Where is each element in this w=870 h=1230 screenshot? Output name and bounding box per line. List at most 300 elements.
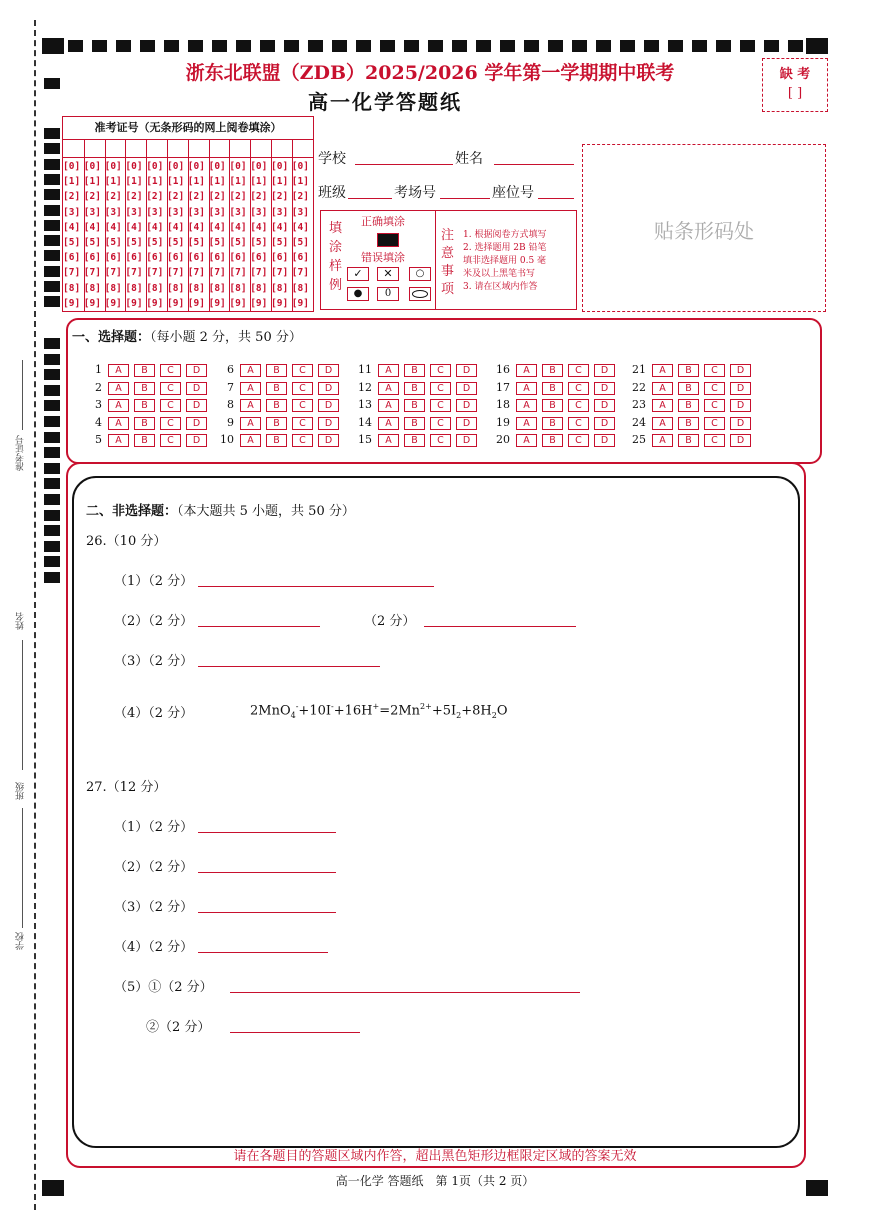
ticket-column [292, 139, 313, 311]
ticket-digit-bubble[interactable]: [6] [271, 252, 289, 264]
ticket-digit-bubble[interactable]: [6] [104, 252, 122, 264]
mc-option-a[interactable]: A [240, 417, 261, 430]
ticket-digit-bubble[interactable]: [5] [208, 237, 226, 248]
ticket-digit-bubble[interactable]: [5] [167, 237, 185, 248]
mc-option-c[interactable]: C [160, 364, 181, 377]
mc-question-number: 8 [227, 398, 234, 411]
ticket-digit-bubble[interactable]: [2] [125, 191, 143, 203]
mc-option-d[interactable]: D [730, 382, 751, 395]
correct-fill-example [377, 233, 399, 247]
ticket-digit-bubble[interactable]: [7] [125, 267, 143, 279]
mc-option-b[interactable]: B [542, 382, 563, 395]
mc-option-a[interactable]: A [240, 399, 261, 412]
mc-option-a[interactable]: A [516, 382, 537, 395]
ticket-digit-bubble[interactable]: [3] [271, 206, 289, 218]
mc-option-c[interactable]: C [160, 399, 181, 412]
corner-mark-top-right [806, 38, 828, 54]
ticket-digit-bubble[interactable]: [2] [104, 191, 122, 203]
ticket-digit-bubble[interactable]: [4] [104, 221, 122, 233]
ticket-digit-bubble[interactable]: [3] [104, 206, 122, 218]
ticket-digit-bubble[interactable]: [7] [208, 267, 226, 279]
mc-option-c[interactable]: C [292, 434, 313, 447]
ticket-digit-bubble[interactable]: [7] [167, 267, 185, 279]
mc-option-b[interactable]: B [266, 382, 287, 395]
mc-option-d[interactable]: D [186, 364, 207, 377]
mc-option-b[interactable]: B [404, 382, 425, 395]
ticket-digit-bubble[interactable]: [4] [250, 221, 268, 233]
timing-mark [44, 572, 60, 583]
mc-option-a[interactable]: A [378, 417, 399, 430]
timing-mark [44, 432, 60, 443]
mc-option-b[interactable]: B [404, 399, 425, 412]
q27-answer-5a[interactable] [230, 992, 580, 993]
ticket-digit-bubble[interactable]: [5] [63, 237, 81, 248]
ticket-digit-bubble[interactable]: [0] [167, 161, 185, 172]
mc-option-c[interactable]: C [568, 417, 589, 430]
timing-mark [44, 447, 60, 458]
absent-box[interactable] [762, 58, 828, 112]
mc-option-c[interactable]: C [430, 382, 451, 395]
side-label-ticket: 准考证号 [16, 435, 26, 471]
ticket-digit-bubble[interactable]: [1] [229, 176, 247, 188]
dot-mark-icon: ● [347, 287, 369, 301]
q27-answer-1[interactable] [198, 832, 336, 833]
mc-question-number: 4 [95, 415, 102, 429]
mc-option-d[interactable]: D [186, 434, 207, 447]
ticket-digit-bubble[interactable]: [1] [291, 176, 309, 188]
mc-option-d[interactable]: D [594, 382, 615, 395]
mc-option-c[interactable]: C [292, 399, 313, 412]
mc-option-d[interactable]: D [594, 434, 615, 447]
top-timing-marks [68, 40, 804, 52]
mc-option-c[interactable]: C [704, 382, 725, 395]
mc-question-number: 11 [358, 363, 372, 376]
mc-option-a[interactable]: A [516, 364, 537, 377]
ticket-digit-bubble[interactable]: [4] [291, 221, 309, 233]
mc-question-number: 16 [496, 363, 510, 376]
ticket-digit-bubble[interactable]: [6] [229, 252, 247, 264]
ticket-digit-bubble[interactable]: [2] [187, 191, 205, 203]
ticket-digit-bubble[interactable]: [9] [125, 297, 143, 309]
ticket-digit-bubble[interactable]: [9] [83, 297, 101, 309]
mc-option-a[interactable]: A [378, 382, 399, 395]
ticket-digit-bubble[interactable]: [8] [104, 282, 122, 294]
mc-option-b[interactable]: B [678, 434, 699, 447]
mc-option-a[interactable]: A [652, 364, 673, 377]
mc-option-b[interactable]: B [266, 364, 287, 377]
q26-answer-3[interactable] [198, 666, 380, 667]
mc-option-c[interactable]: C [704, 364, 725, 377]
ticket-digit-bubble[interactable]: [5] [125, 237, 143, 248]
ticket-digit-bubble[interactable]: [2] [229, 191, 247, 203]
mc-option-c[interactable]: C [430, 417, 451, 430]
ticket-digit-bubble[interactable]: [7] [63, 267, 81, 279]
ticket-digit-bubble[interactable]: [3] [125, 206, 143, 218]
mc-option-c[interactable]: C [704, 434, 725, 447]
ticket-digit-bubble[interactable]: [5] [271, 237, 289, 248]
ticket-digit-bubble[interactable]: [7] [104, 267, 122, 279]
timing-mark [44, 525, 60, 536]
mc-option-a[interactable]: A [652, 382, 673, 395]
mc-option-a[interactable]: A [240, 434, 261, 447]
ellipse-mark-icon [409, 287, 431, 301]
ticket-digit-bubble[interactable]: [3] [187, 206, 205, 218]
mc-option-a[interactable]: A [652, 399, 673, 412]
ticket-digit-bubble[interactable]: [1] [63, 176, 81, 188]
ticket-digit-bubble[interactable]: [4] [63, 221, 81, 233]
q26-part2: （2）（2 分） [114, 614, 194, 629]
ticket-column [84, 139, 106, 311]
q26-part4: （4）（2 分） [114, 706, 194, 721]
side-line [22, 808, 23, 928]
ticket-column [271, 139, 293, 311]
mc-option-b[interactable]: B [404, 434, 425, 447]
mc-question-number: 21 [632, 363, 646, 376]
mc-option-b[interactable]: B [678, 399, 699, 412]
mc-option-d[interactable]: D [318, 434, 339, 447]
fill-sample-box [320, 210, 577, 310]
mc-option-d[interactable]: D [186, 417, 207, 430]
q26-part3: （3）（2 分） [114, 654, 194, 669]
q26-answer-2a[interactable] [198, 626, 320, 627]
ticket-digit-bubble[interactable]: [0] [83, 161, 101, 172]
ticket-digit-bubble[interactable]: [0] [271, 161, 289, 172]
ticket-digit-bubble[interactable]: [2] [63, 191, 81, 203]
ticket-digit-bubble[interactable]: [5] [291, 237, 309, 248]
ticket-digit-bubble[interactable]: [5] [229, 237, 247, 248]
ticket-digit-bubble[interactable]: [4] [83, 221, 101, 233]
mc-option-b[interactable]: B [266, 417, 287, 430]
mc-option-a[interactable]: A [108, 382, 129, 395]
mc-option-b[interactable]: B [266, 399, 287, 412]
ticket-digit-bubble[interactable]: [3] [208, 206, 226, 218]
mc-option-d[interactable]: D [456, 382, 477, 395]
ticket-digit-bubble[interactable]: [6] [187, 252, 205, 264]
mc-option-b[interactable]: B [134, 382, 155, 395]
ticket-digit-bubble[interactable]: [5] [104, 237, 122, 248]
mc-option-d[interactable]: D [730, 434, 751, 447]
timing-mark [44, 338, 60, 349]
mc-option-d[interactable]: D [186, 399, 207, 412]
ticket-digit-bubble[interactable]: [7] [146, 267, 164, 279]
mc-option-a[interactable]: A [652, 434, 673, 447]
ticket-digit-bubble[interactable]: [4] [146, 221, 164, 233]
ticket-digit-bubble[interactable]: [2] [250, 191, 268, 203]
ticket-digit-bubble[interactable]: [0] [291, 161, 309, 172]
ticket-digit-bubble[interactable]: [0] [146, 161, 164, 172]
room-field[interactable] [440, 198, 490, 199]
mc-option-c[interactable]: C [568, 364, 589, 377]
sample-label: 填 涂 样 例 [329, 221, 343, 293]
ticket-digit-bubble[interactable]: [9] [271, 297, 289, 309]
ticket-digit-bubble[interactable]: [8] [250, 282, 268, 294]
ticket-digit-bubble[interactable]: [4] [187, 221, 205, 233]
check-mark-icon: ✓ [347, 267, 369, 281]
ticket-digit-bubble[interactable]: [2] [208, 191, 226, 203]
mc-option-b[interactable]: B [134, 434, 155, 447]
ticket-digit-bubble[interactable]: [6] [167, 252, 185, 264]
mc-option-a[interactable]: A [516, 434, 537, 447]
mc-option-c[interactable]: C [704, 399, 725, 412]
ticket-digit-bubble[interactable]: [2] [146, 191, 164, 203]
ticket-digit-bubble[interactable]: [2] [83, 191, 101, 203]
mc-option-d[interactable]: D [456, 364, 477, 377]
ticket-digit-bubble[interactable]: [5] [146, 237, 164, 248]
ticket-digit-bubble[interactable]: [8] [291, 282, 309, 294]
ticket-digit-bubble[interactable]: [3] [291, 206, 309, 218]
mc-option-a[interactable]: A [378, 399, 399, 412]
ticket-digit-bubble[interactable]: [8] [63, 282, 81, 294]
ticket-number-grid [62, 116, 314, 312]
mc-option-d[interactable]: D [318, 364, 339, 377]
q27-answer-5b[interactable] [230, 1032, 360, 1033]
mc-option-d[interactable]: D [594, 417, 615, 430]
ticket-digit-bubble[interactable]: [5] [250, 237, 268, 248]
ticket-digit-bubble[interactable]: [3] [250, 206, 268, 218]
mc-option-d[interactable]: D [730, 399, 751, 412]
timing-mark [44, 220, 60, 231]
ticket-digit-bubble[interactable]: [1] [167, 176, 185, 188]
exam-title: 浙东北联盟（ZDB）2025/2026 学年第一学期期中联考 [185, 62, 675, 84]
ticket-digit-bubble[interactable]: [8] [271, 282, 289, 294]
ticket-digit-bubble[interactable]: [6] [146, 252, 164, 264]
mc-option-d[interactable]: D [456, 417, 477, 430]
ticket-digit-bubble[interactable]: [1] [125, 176, 143, 188]
ticket-digit-bubble[interactable]: [6] [208, 252, 226, 264]
ticket-digit-bubble[interactable]: [6] [291, 252, 309, 264]
ticket-digit-bubble[interactable]: [0] [250, 161, 268, 172]
name-field[interactable] [494, 164, 574, 165]
ticket-digit-bubble[interactable]: [4] [229, 221, 247, 233]
mc-option-d[interactable]: D [456, 399, 477, 412]
mc-option-d[interactable]: D [594, 364, 615, 377]
ticket-digit-bubble[interactable]: [9] [187, 297, 205, 309]
mc-option-c[interactable]: C [160, 382, 181, 395]
side-line [22, 640, 23, 770]
mc-option-a[interactable]: A [516, 417, 537, 430]
mc-option-b[interactable]: B [542, 399, 563, 412]
ticket-digit-bubble[interactable]: [1] [250, 176, 268, 188]
mc-option-d[interactable]: D [318, 382, 339, 395]
timing-mark [44, 174, 60, 185]
mc-option-b[interactable]: B [404, 364, 425, 377]
mc-option-a[interactable]: A [652, 417, 673, 430]
ticket-digit-bubble[interactable]: [9] [229, 297, 247, 309]
ticket-digit-bubble[interactable]: [1] [83, 176, 101, 188]
sheet-title: 高一化学答题纸 [308, 90, 462, 114]
mc-question-number: 19 [496, 415, 510, 429]
ticket-digit-bubble[interactable]: [6] [83, 252, 101, 264]
ticket-digit-bubble[interactable]: [6] [63, 252, 81, 264]
nonmc-heading: 二、非选择题：（本大题共 5 小题，共 50 分） [86, 504, 355, 519]
mc-option-c[interactable]: C [568, 382, 589, 395]
mc-option-c[interactable]: C [292, 417, 313, 430]
q27-answer-2[interactable] [198, 872, 336, 873]
mc-option-a[interactable]: A [378, 434, 399, 447]
timing-mark [44, 354, 60, 365]
mc-option-d[interactable]: D [186, 382, 207, 395]
notes-label: 注 意 事 项 [441, 228, 455, 297]
ticket-digit-bubble[interactable]: [2] [271, 191, 289, 203]
q27-part2: （2）（2 分） [114, 860, 194, 875]
mc-option-a[interactable]: A [108, 417, 129, 430]
ticket-digit-bubble[interactable]: [1] [146, 176, 164, 188]
mc-option-c[interactable]: C [704, 417, 725, 430]
ticket-digit-bubble[interactable]: [9] [250, 297, 268, 309]
ticket-digit-bubble[interactable]: [2] [167, 191, 185, 203]
mc-option-b[interactable]: B [542, 417, 563, 430]
ticket-digit-bubble[interactable]: [3] [63, 206, 81, 218]
timing-mark [44, 510, 60, 521]
mc-option-b[interactable]: B [134, 417, 155, 430]
mc-option-a[interactable]: A [516, 399, 537, 412]
mc-question-number: 7 [227, 380, 234, 394]
mc-option-b[interactable]: B [678, 417, 699, 430]
ticket-digit-bubble[interactable]: [5] [187, 237, 205, 248]
ticket-digit-bubble[interactable]: [0] [229, 161, 247, 172]
q26-part1: （1）（2 分） [114, 574, 194, 589]
timing-mark [44, 416, 60, 427]
ticket-digit-bubble[interactable]: [4] [167, 221, 185, 233]
ticket-digit-bubble[interactable]: [7] [229, 267, 247, 279]
mc-option-c[interactable]: C [292, 382, 313, 395]
timing-mark [44, 556, 60, 567]
school-field[interactable] [355, 164, 453, 165]
ticket-digit-bubble[interactable]: [1] [187, 176, 205, 188]
mc-option-d[interactable]: D [730, 417, 751, 430]
ticket-digit-bubble[interactable]: [0] [125, 161, 143, 172]
side-label-class: 班级 [16, 782, 26, 800]
multiple-choice-section [66, 318, 822, 464]
mc-option-c[interactable]: C [292, 364, 313, 377]
mc-option-d[interactable]: D [318, 399, 339, 412]
mc-question-number: 22 [632, 380, 646, 394]
mc-question-number: 1 [95, 363, 102, 376]
q27-part4: （4）（2 分） [114, 940, 194, 955]
ticket-digit-bubble[interactable]: [0] [187, 161, 205, 172]
ticket-digit-bubble[interactable]: [9] [104, 297, 122, 309]
mc-option-b[interactable]: B [542, 434, 563, 447]
mc-option-b[interactable]: B [404, 417, 425, 430]
q26-answer-2b[interactable] [424, 626, 576, 627]
q27-title: 27.（12 分） [86, 780, 167, 795]
timing-mark [44, 400, 60, 411]
mc-option-d[interactable]: D [456, 434, 477, 447]
ticket-digit-bubble[interactable]: [8] [208, 282, 226, 294]
ticket-digit-bubble[interactable]: [4] [271, 221, 289, 233]
mc-option-c[interactable]: C [430, 434, 451, 447]
ticket-digit-bubble[interactable]: [7] [250, 267, 268, 279]
mc-option-b[interactable]: B [134, 399, 155, 412]
ticket-digit-bubble[interactable]: [6] [125, 252, 143, 264]
ticket-digit-bubble[interactable]: [1] [208, 176, 226, 188]
mc-option-b[interactable]: B [678, 364, 699, 377]
mc-option-d[interactable]: D [594, 399, 615, 412]
timing-mark [44, 205, 60, 216]
ticket-digit-bubble[interactable]: [2] [291, 191, 309, 203]
ticket-digit-bubble[interactable]: [8] [125, 282, 143, 294]
q27-part5: （5）①（2 分） [114, 980, 213, 995]
ticket-digit-bubble[interactable]: [7] [187, 267, 205, 279]
ticket-digit-bubble[interactable]: [8] [167, 282, 185, 294]
q26-answer-1[interactable] [198, 586, 434, 587]
mc-option-b[interactable]: B [266, 434, 287, 447]
ticket-digit-bubble[interactable]: [9] [63, 297, 81, 309]
ticket-digit-bubble[interactable]: [5] [83, 237, 101, 248]
mc-option-a[interactable]: A [240, 364, 261, 377]
mc-question-number: 14 [358, 415, 372, 429]
mc-option-c[interactable]: C [430, 364, 451, 377]
ticket-digit-bubble[interactable]: [9] [167, 297, 185, 309]
mc-option-d[interactable]: D [318, 417, 339, 430]
ticket-digit-bubble[interactable]: [6] [250, 252, 268, 264]
mc-option-a[interactable]: A [240, 382, 261, 395]
mc-option-c[interactable]: C [160, 417, 181, 430]
mc-option-c[interactable]: C [568, 399, 589, 412]
ticket-digit-bubble[interactable]: [9] [146, 297, 164, 309]
ticket-digit-bubble[interactable]: [9] [208, 297, 226, 309]
ticket-digit-bubble[interactable]: [0] [104, 161, 122, 172]
ticket-digit-bubble[interactable]: [3] [83, 206, 101, 218]
ticket-heading: 准考证号（无条形码的网上阅卷填涂） [63, 117, 313, 140]
mc-question-number: 23 [632, 398, 646, 411]
ticket-digit-bubble[interactable]: [7] [83, 267, 101, 279]
mc-option-a[interactable]: A [108, 399, 129, 412]
class-label: 班级 [318, 185, 346, 201]
q27-answer-4[interactable] [198, 952, 328, 953]
mc-option-b[interactable]: B [678, 382, 699, 395]
mc-question-number: 2 [95, 380, 102, 394]
q27-part5b: ②（2 分） [146, 1020, 211, 1035]
ticket-column [229, 139, 251, 311]
mc-option-c[interactable]: C [430, 399, 451, 412]
mc-question-number: 17 [496, 380, 510, 394]
class-field[interactable] [348, 198, 392, 199]
ticket-digit-bubble[interactable]: [4] [208, 221, 226, 233]
ticket-digit-bubble[interactable]: [0] [208, 161, 226, 172]
absent-checkbox[interactable]: [ ] [787, 86, 803, 101]
mc-option-b[interactable]: B [542, 364, 563, 377]
ticket-digit-bubble[interactable]: [3] [167, 206, 185, 218]
ticket-digit-bubble[interactable]: [8] [83, 282, 101, 294]
ticket-digit-bubble[interactable]: [0] [63, 161, 81, 172]
mc-option-a[interactable]: A [108, 434, 129, 447]
q27-answer-3[interactable] [198, 912, 336, 913]
ticket-digit-bubble[interactable]: [3] [229, 206, 247, 218]
seat-field[interactable] [538, 198, 574, 199]
mc-option-a[interactable]: A [108, 364, 129, 377]
ticket-digit-bubble[interactable]: [1] [271, 176, 289, 188]
mc-option-a[interactable]: A [378, 364, 399, 377]
mc-option-c[interactable]: C [160, 434, 181, 447]
ticket-column [188, 139, 210, 311]
ticket-digit-bubble[interactable]: [4] [125, 221, 143, 233]
timing-mark [44, 369, 60, 380]
ticket-digit-bubble[interactable]: [7] [291, 267, 309, 279]
mc-option-d[interactable]: D [730, 364, 751, 377]
name-label: 姓名 [455, 151, 483, 167]
ticket-digit-bubble[interactable]: [1] [104, 176, 122, 188]
mc-option-c[interactable]: C [568, 434, 589, 447]
ticket-digit-bubble[interactable]: [8] [229, 282, 247, 294]
ticket-digit-bubble[interactable]: [8] [146, 282, 164, 294]
q27-part3: （3）（2 分） [114, 900, 194, 915]
mc-option-b[interactable]: B [134, 364, 155, 377]
ticket-digit-bubble[interactable]: [3] [146, 206, 164, 218]
ticket-digit-bubble[interactable]: [9] [291, 297, 309, 309]
ticket-digit-bubble[interactable]: [7] [271, 267, 289, 279]
ticket-digit-bubble[interactable]: [8] [187, 282, 205, 294]
